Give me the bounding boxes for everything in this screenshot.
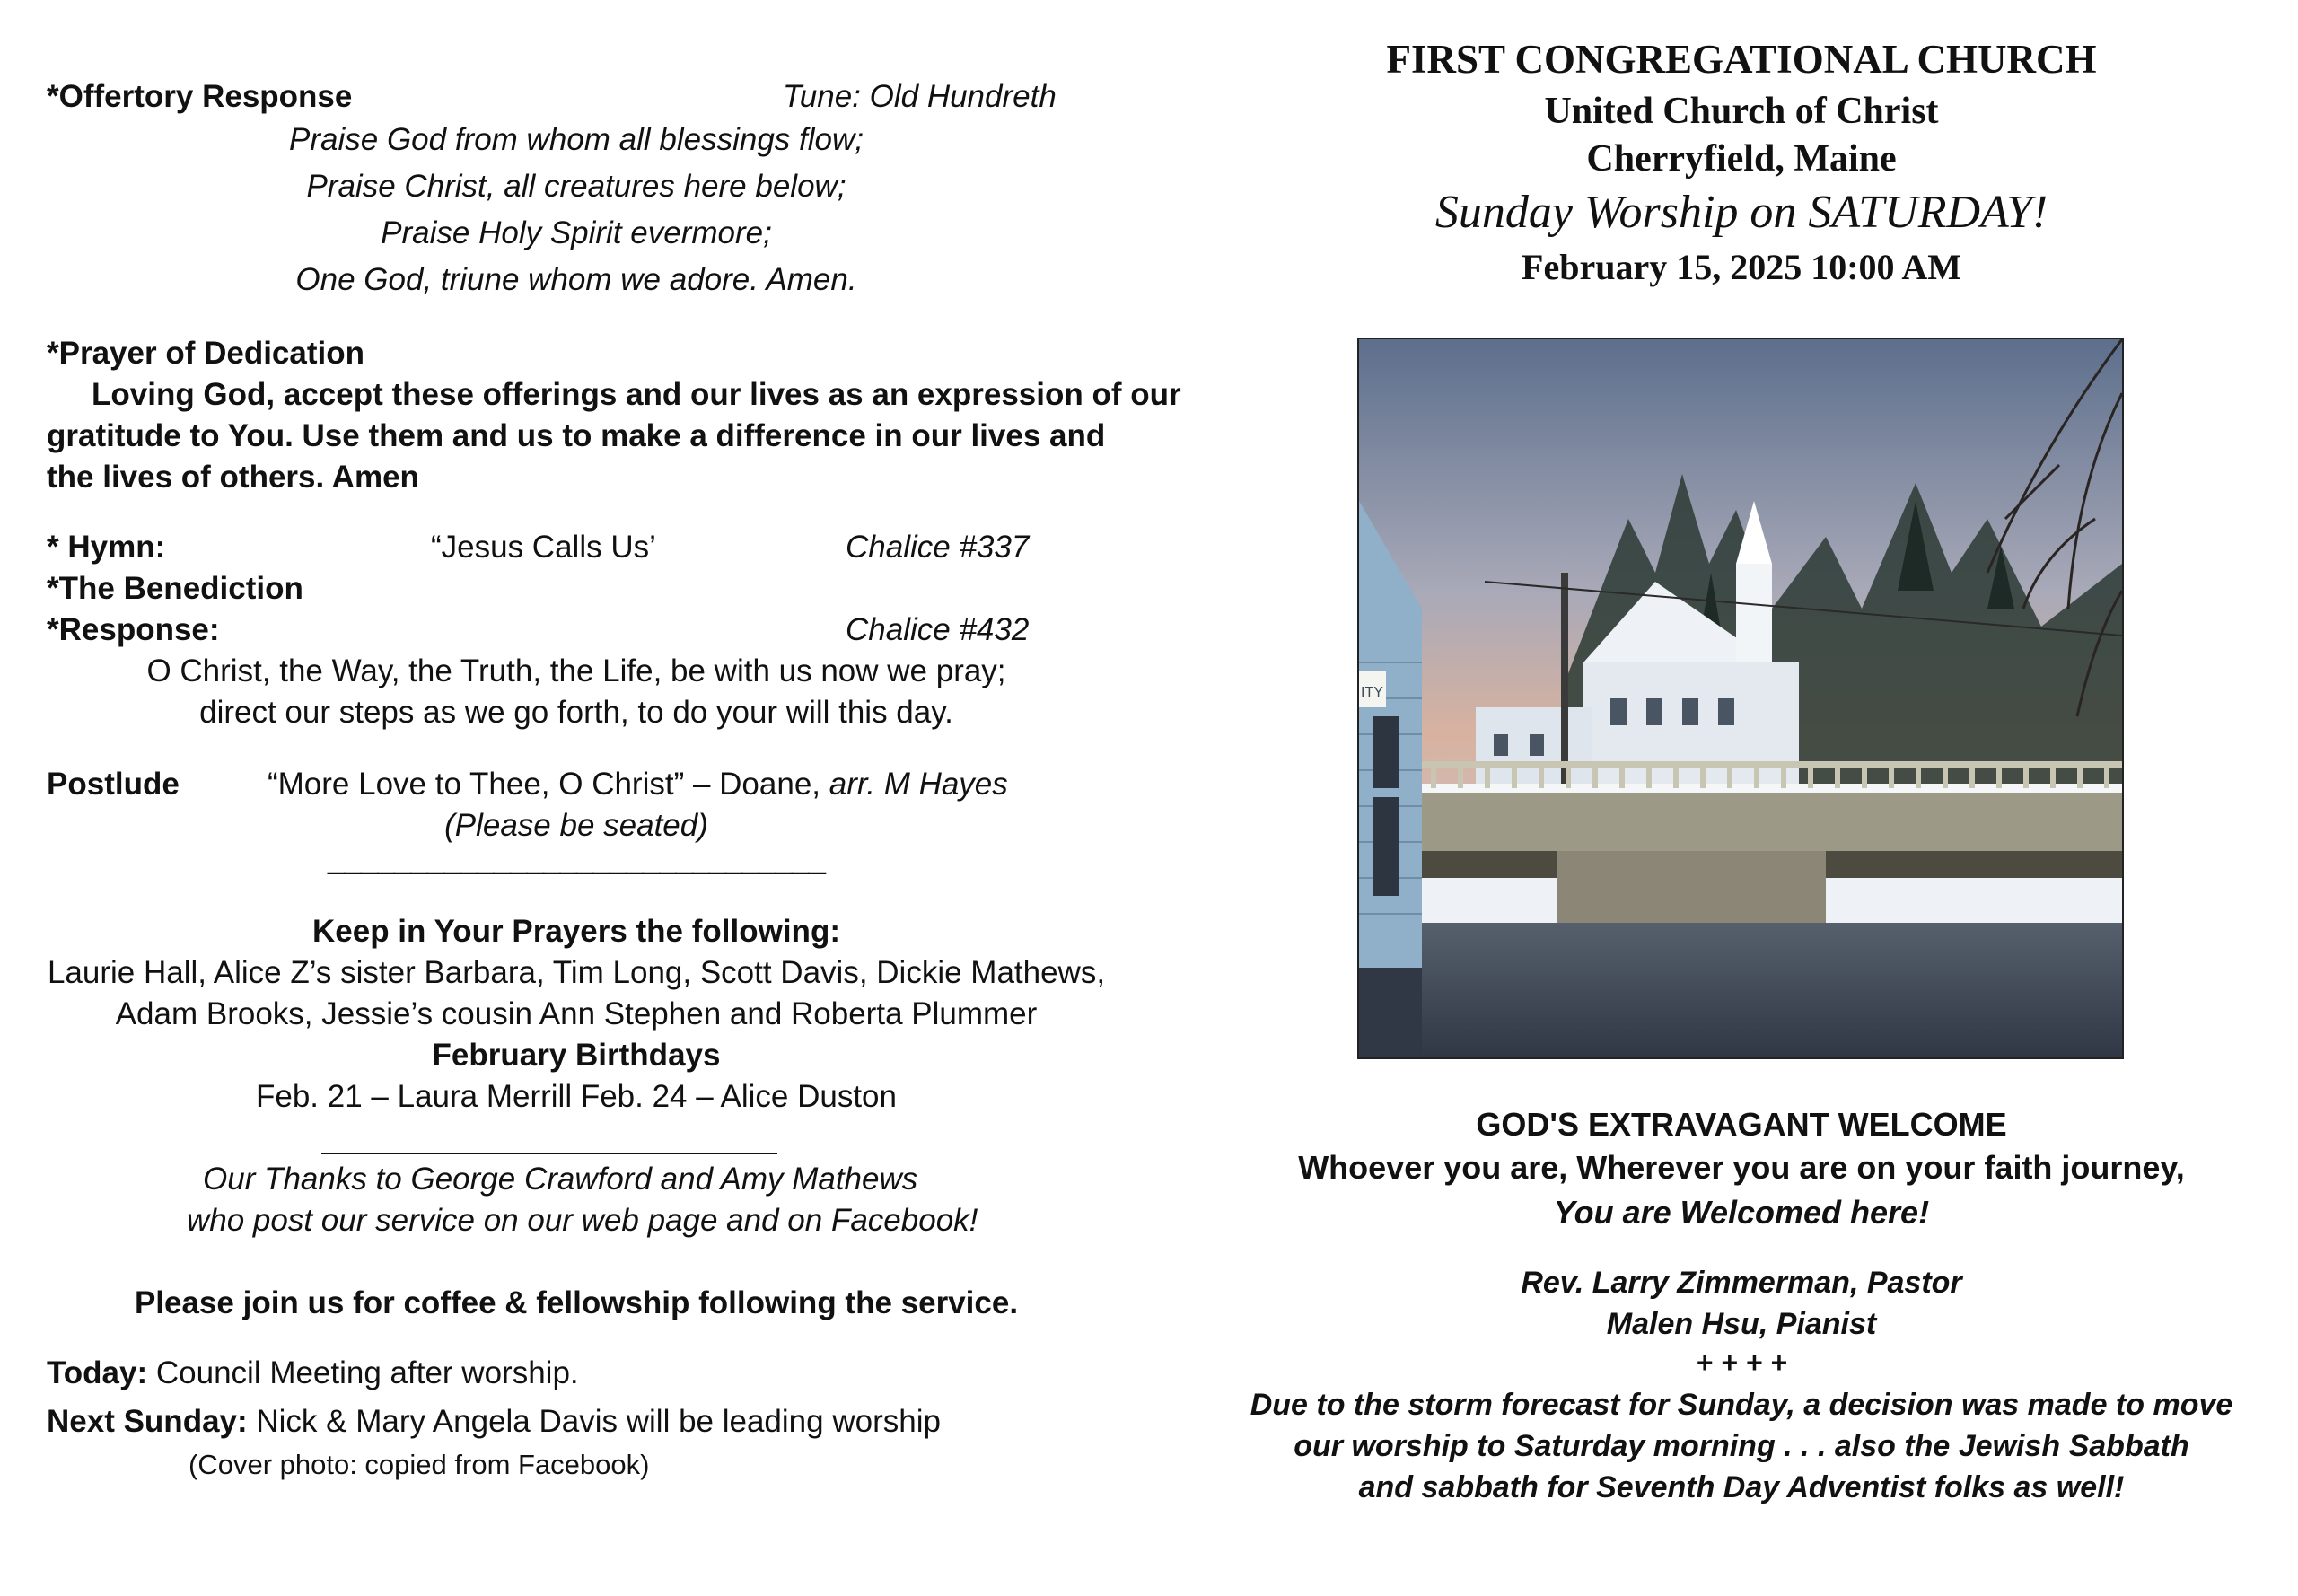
- notice-line: and sabbath for Seventh Day Adventist folks as well!: [1358, 1470, 2125, 1504]
- response-number: Chalice #432: [846, 612, 1030, 647]
- birthdays-title: February Birthdays: [432, 1038, 721, 1073]
- prayers-title: Keep in Your Prayers the following:: [312, 914, 840, 949]
- offertory-tune: Tune: Old Hundreth: [783, 79, 1057, 114]
- welcome-title: GOD'S EXTRAVAGANT WELCOME: [1476, 1106, 2007, 1143]
- prayers-line: Laurie Hall, Alice Z’s sister Barbara, Tim Long, Scott Davis, Dickie Mathews,: [47, 955, 1106, 990]
- offertory-verse: [47, 117, 1106, 303]
- birthdays-line: Feb. 21 – Laura Merrill Feb. 24 – Alice Duston: [256, 1079, 897, 1114]
- cover-photo-credit: (Cover photo: copied from Facebook): [189, 1449, 650, 1480]
- postlude-line: [268, 767, 1008, 802]
- dedication-line: gratitude to You. Use them and us to make a difference in our lives and: [47, 418, 1106, 453]
- verse-line: Praise God from whom all blessings flow;: [289, 122, 864, 157]
- left-panel: [47, 0, 1181, 1596]
- divider-marks: + + + +: [1696, 1346, 1787, 1379]
- hymn-title: “Jesus Calls Us’: [431, 530, 656, 565]
- thanks-line: Our Thanks to George Crawford and Amy Mathews: [203, 1162, 918, 1197]
- dedication-title: *Prayer of Dedication: [47, 336, 364, 371]
- dedication-line: Loving God, accept these offerings and our lives as an expression of our: [92, 377, 1181, 412]
- postlude-label: Postlude: [47, 767, 180, 802]
- church-name: FIRST CONGREGATIONAL CHURCH: [1386, 37, 2097, 82]
- postlude-arranger: arr. M Hayes: [829, 767, 1008, 802]
- hymn-number: Chalice #337: [846, 530, 1030, 565]
- divider-line: [321, 1153, 777, 1154]
- coffee-invite: Please join us for coffee & fellowship following the service.: [134, 1285, 1019, 1320]
- today-text: Council Meeting after worship.: [147, 1355, 579, 1390]
- section-divider: ______________________________: [328, 840, 825, 875]
- response-label: *Response:: [47, 612, 220, 647]
- notice-line: Due to the storm forecast for Sunday, a decision was made to move: [1250, 1388, 2233, 1422]
- verse-line: Praise Holy Spirit evermore;: [381, 215, 772, 250]
- verse-line: One God, triune whom we adore. Amen.: [295, 262, 857, 297]
- prayers-line: Adam Brooks, Jessie’s cousin Ann Stephen and Roberta Plummer: [115, 996, 1038, 1031]
- response-line: direct our steps as we go forth, to do your will this day.: [199, 695, 953, 730]
- denomination: United Church of Christ: [1544, 91, 1939, 132]
- notice-line: our worship to Saturday morning . . . also the Jewish Sabbath: [1294, 1429, 2189, 1463]
- postlude-note: (Please be seated): [444, 808, 708, 843]
- service-date: February 15, 2025 10:00 AM: [1522, 247, 1961, 287]
- next-sunday-line: [47, 1404, 941, 1440]
- next-sunday-label: Next Sunday:: [47, 1404, 248, 1439]
- pastor-name: Rev. Larry Zimmerman, Pastor: [1521, 1266, 1962, 1300]
- offertory-title: *Offertory Response: [47, 79, 353, 114]
- church-location: Cherryfield, Maine: [1586, 138, 1897, 180]
- response-line: O Christ, the Way, the Truth, the Life, be with us now we pray;: [146, 653, 1006, 688]
- thanks-line: who post our service on our web page and on Facebook!: [187, 1203, 978, 1238]
- dedication-line: the lives of others. Amen: [47, 460, 419, 495]
- today-label: Today:: [47, 1355, 148, 1390]
- pianist-name: Malen Hsu, Pianist: [1606, 1307, 1877, 1341]
- hymn-label: * Hymn:: [47, 530, 166, 565]
- postlude-title: “More Love to Thee, O Christ” – Doane,: [268, 767, 821, 802]
- building-sign-text: ITY: [1361, 685, 1383, 700]
- welcome-line: You are Welcomed here!: [1553, 1194, 1930, 1231]
- verse-line: Praise Christ, all creatures here below;: [306, 169, 846, 204]
- today-line: [47, 1355, 579, 1391]
- service-title: Sunday Worship on SATURDAY!: [1434, 187, 2048, 238]
- welcome-line: Whoever you are, Wherever you are on your faith journey,: [1298, 1149, 2185, 1186]
- next-sunday-text: Nick & Mary Angela Davis will be leading worship: [247, 1404, 941, 1439]
- welcome-section: [1230, 0, 2253, 1596]
- benediction-title: *The Benediction: [47, 571, 303, 606]
